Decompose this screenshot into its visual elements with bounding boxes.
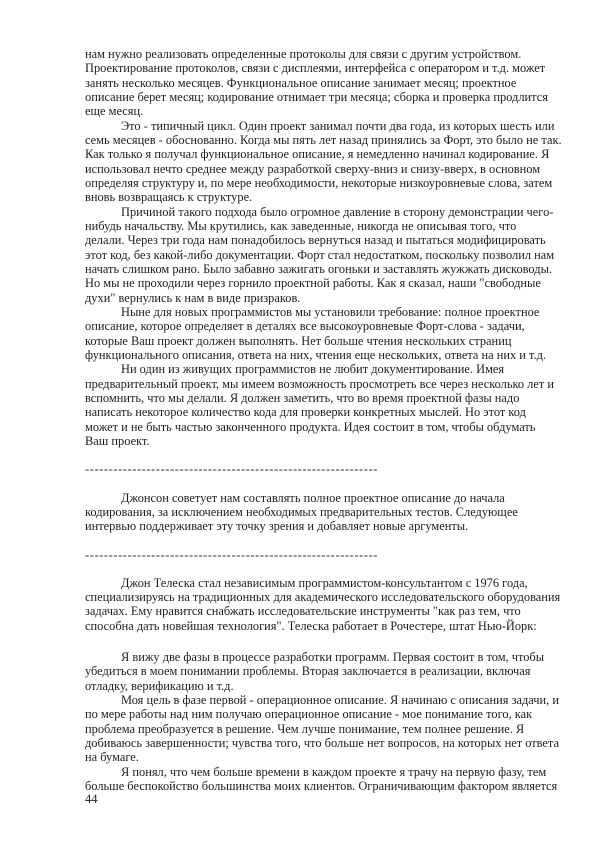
text-line: Это - типичный цикл. Один проект занимал почти два года, из которых шесть или	[121, 118, 555, 133]
text-line: нибудь начальству. Мы крутились, как заведенные, никогда не описывая того, что	[85, 218, 517, 233]
paragraph	[85, 491, 547, 534]
text-block	[85, 47, 562, 794]
text-line: делали. Через три года нам понадобилось вернуться назад и пытаться модифицировать	[85, 233, 546, 248]
paragraph	[85, 118, 562, 205]
separator-line: --------------------------------------------------------------	[85, 547, 379, 562]
text-line: описание берет месяц; кодирование отнимает три месяца; сборка и проверка продлится	[85, 89, 548, 104]
paragraph	[85, 650, 547, 693]
text-line: может и не быть частью законченного продукта. Идея состоит в том, чтобы обдумать	[85, 419, 536, 434]
text-line: отладку, верификацию и т.д.	[85, 678, 234, 693]
text-line: Моя цель в фазе первой - операционное описание. Я начинаю с описания задачи, и	[121, 693, 559, 708]
text-line: написать некоторое количество кода для проверки конкретных мыслей. Но этот код	[85, 405, 526, 420]
text-line: Но мы не проходили через горнило проектной работы. Как я сказал, наши "свободные	[85, 276, 541, 291]
paragraph	[85, 575, 561, 633]
text-line: Ваш проект.	[85, 433, 150, 448]
text-line: семь месяцев - обоснованно. Когда мы пять лет назад принялись за Форт, это было не так.	[85, 132, 562, 147]
text-line: Я понял, что чем больше времени в каждом проекте я трачу на первую фазу, тем	[121, 764, 547, 779]
text-line: Проектирование протоколов, связи с дисплеями, интерфейса с оператором и т.д. может	[85, 61, 546, 76]
text-line: занять несколько месяцев. Функциональное описание занимает месяц; проектное	[85, 75, 517, 90]
text-line: больше беспокойство большинства моих клиентов. Ограничивающим фактором является	[85, 779, 558, 794]
text-line: способна дать новейшая технология". Телеска работает в Рочестере, штат Нью-Йорк:	[85, 618, 537, 633]
text-line: задачах. Ему нравится снабжать исследовательские инструменты "как раз тем, что	[85, 604, 521, 619]
text-line: добиваюсь завершенности; чувства того, что больше нет вопросов, на которых нет ответа	[85, 736, 560, 751]
text-line: духи" вернулись к нам в виде призраков.	[85, 290, 301, 305]
paragraph	[85, 204, 555, 305]
text-line: убедиться в моем понимании проблемы. Вторая заключается в реализации, включая	[85, 664, 531, 679]
text-line: Как только я получал функциональное описание, я немедленно начинал кодирование. Я	[85, 147, 550, 162]
text-line: специализируясь на традиционных для академического исследовательского оборудования	[85, 590, 561, 605]
paragraph	[85, 47, 547, 119]
paragraph	[85, 362, 554, 448]
text-line: еще месяц.	[85, 104, 144, 119]
paragraph	[85, 693, 560, 765]
paragraph	[85, 764, 558, 794]
text-line: Джонсон советует нам составлять полное проектное описание до начала	[121, 490, 505, 505]
page-number: 44	[85, 792, 98, 806]
text-line: Джон Телеска стал независимым программистом-консультантом с 1976 года,	[121, 575, 528, 590]
text-line: вновь возвращаясь к структуре.	[85, 190, 253, 205]
text-line: начать слишком рано. Было забавно зажигать огоньки и заставлять жужжать дисководы.	[85, 261, 552, 276]
text-line: Причиной такого подхода было огромное давление в сторону демонстрации чего-	[121, 204, 554, 219]
text-line: интервью поддерживает эту точку зрения и добавляет новые аргументы.	[85, 519, 469, 534]
text-line: использовал нечто среднее между разработкой сверху-вниз и снизу-вверх, в основном	[85, 161, 541, 176]
text-line: на бумаге.	[85, 750, 139, 765]
text-line: предварительный проект, мы имеем возможность просмотреть все через несколько лет и	[85, 376, 554, 391]
text-line: которые Ваш проект должен выполнять. Нет больше чтения нескольких страниц	[85, 333, 512, 348]
text-line: определяя структуру и, по мере необходимости, некоторые низкоуровневые слова, затем	[85, 175, 553, 190]
paragraph	[85, 305, 547, 362]
text-line: Ныне для новых программистов мы установили требование: полное проектное	[121, 304, 540, 319]
text-line: этот код, без какой-либо документации. Форт стал недостатком, поскольку позволил нам	[85, 247, 555, 262]
text-line: Я вижу две фазы в процессе разработки программ. Первая состоит в том, чтобы	[121, 650, 545, 665]
text-line: проблема преобразуется в решение. Чем лучше понимание, тем полнее решение. Я	[85, 721, 525, 736]
text-line: по мере работы над ним получаю операционное описание - мое понимание того, как	[85, 707, 533, 722]
text-line: кодирования, за исключением необходимых предварительных тестов. Следующее	[85, 504, 518, 519]
text-line: описание, которое определяет в деталях все высокоуровневые Форт-слова - задачи,	[85, 319, 525, 334]
text-line: функционального описания, ответа на них, чтения еще нескольких, ответа на них и т.д.	[85, 347, 546, 362]
separator-line: --------------------------------------------------------------	[85, 462, 379, 477]
text-line: Ни один из живущих программистов не любит документирование. Имея	[121, 362, 505, 377]
text-line: нам нужно реализовать определенные протоколы для связи с другим устройством.	[85, 47, 522, 61]
text-line: вспомнить, что мы делали. Я должен заметить, что во время проектной фазы надо	[85, 390, 520, 405]
